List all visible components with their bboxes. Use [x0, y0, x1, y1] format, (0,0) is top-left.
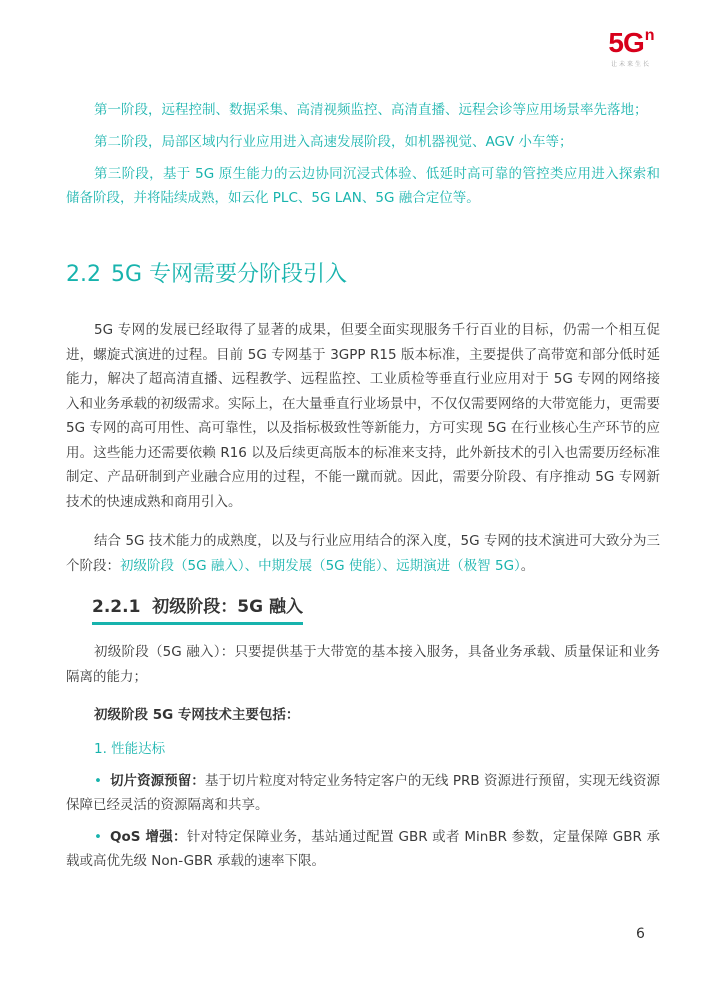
section-number: 2.2 — [66, 262, 101, 287]
brand-logo — [596, 22, 666, 68]
bullet-text: 基于切片粒度对特定业务特定客户的无线 PRB 资源进行预留，实现无线资源保障已经灵活的资源隔离和共享。 — [66, 773, 661, 813]
phase-list — [66, 98, 660, 210]
section-title: 5G 专网需要分阶段引入 — [111, 262, 348, 287]
logo-tagline: 让未来生长 — [610, 61, 651, 68]
bullet-item — [66, 769, 660, 817]
subsection-number: 2.2.1 — [92, 597, 141, 617]
logo-superscript: n — [644, 27, 654, 44]
bullet-text: 针对特定保障业务，基站通过配置 GBR 或者 MinBR 参数，定量保障 GBR 承载或高优先级 Non-GBR 承载的速率下限。 — [66, 829, 660, 869]
page-number: 6 — [636, 926, 645, 942]
bullet-term: QoS 增强： — [109, 829, 187, 845]
body-paragraph: 初级阶段（5G 融入）：只要提供基于大带宽的基本接入服务，具备业务承载、质量保证和业务隔离的能力； — [66, 644, 660, 685]
bullet-icon: • — [94, 773, 102, 789]
phase-item: 第三阶段，基于 5G 原生能力的云边协同沉浸式体验、低延时高可靠的管控类应用进入探索和储备阶段，并将陆续成熟，如云化 PLC、5G LAN、5G 融合定位等。 — [66, 166, 660, 206]
bullet-icon: • — [94, 829, 102, 845]
tech-list-lead: 初级阶段 5G 专网技术主要包括： — [94, 707, 300, 723]
phase-item: 第二阶段，局部区域内行业应用进入高速发展阶段，如机器视觉、AGV 小车等； — [94, 134, 573, 150]
bullet-item — [66, 825, 660, 873]
phase-item: 第一阶段，远程控制、数据采集、高清视频监控、高清直播、远程会诊等应用场景率先落地； — [94, 102, 648, 118]
stage-list: 初级阶段（5G 融入）、中期发展（5G 使能）、远期演进（极智 5G） — [120, 557, 521, 574]
performance-heading: 1. 性能达标 — [94, 741, 166, 757]
page-content — [66, 98, 660, 873]
body-paragraph — [66, 529, 660, 578]
paragraph-end: 。 — [520, 557, 535, 574]
subsection-title: 初级阶段：5G 融入 — [152, 597, 303, 617]
section-heading — [66, 260, 660, 290]
body-paragraph: 5G 专网的发展已经取得了显著的成果，但要全面实现服务千行百业的目标，仍需一个相互促进，螺旋式演进的过程。目前 5G 专网基于 3GPP R15 版本标准，主要提供了高带宽和部分低时延能力，解决了超高清直播、远程教学、远程监控、工业质检等垂直行业应用对于 5G 专网的网络接入和业务承载的初级需求。实际上，在大量垂直行业场景中，不仅仅需要网络的大带宽能力，更需要 5G 专网的高可用性、高可靠性，以及指标极致性等新能力，方可实现 5G 在行业核心生产环节的应用。这些能力还需要依赖 R16 以及后续更高版本的标准来支持，此外新技术的引入也需要历经标准制定、产品研制到产业融合应用的过程，不能一蹴而就。因此，需要分阶段、有序推动 5G 专网新技术的快速成熟和商用引入。 — [66, 322, 660, 510]
bullet-term: 切片资源预留： — [109, 773, 205, 789]
paragraph-intro: 结合 5G 技术能力的成熟度，以及与行业应用结合的深入度，5G 专网的技术演进可大致分为三个阶段： — [66, 533, 660, 574]
subsection-heading — [92, 594, 303, 625]
logo-mark: $5G^n$ — [608, 27, 654, 58]
